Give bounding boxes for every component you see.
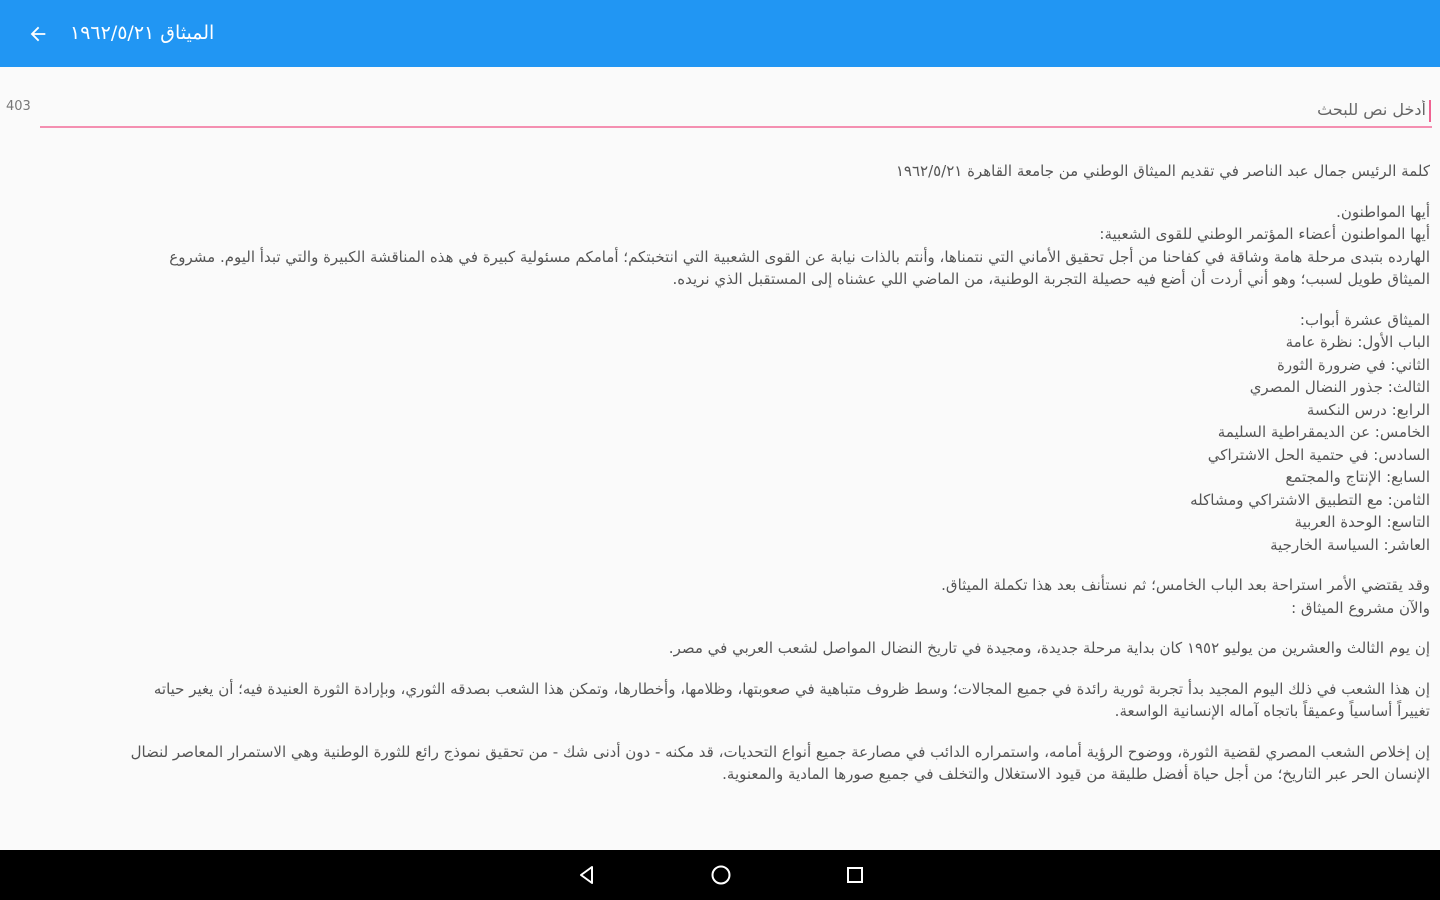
nav-back-button[interactable] bbox=[570, 858, 604, 892]
text-line: الهارده بتبدى مرحلة هامة وشاقة في كفاحنا من أجل تحقيق الأماني التي نتمناها، وأنتم بالذات نيابة عن القوى الشعبية التي انتخبتكم؛ أمامكم مسئولية كبيرة في هذه المناقشة الكبيرة والتي تبدأ اليوم. مشروع bbox=[169, 247, 1430, 266]
result-counter: 403 bbox=[6, 99, 31, 114]
text-paragraph bbox=[30, 637, 1430, 660]
text-line: العاشر: السياسة الخارجية bbox=[1270, 535, 1430, 554]
text-line: الثامن: مع التطبيق الاشتراكي ومشاكله bbox=[1190, 490, 1430, 509]
search-field[interactable] bbox=[40, 92, 1432, 130]
text-line: الإنسان الحر عبر التاريخ؛ من أجل حياة أفضل طليقة من قيود الاستغلال والتخلف في جميع صورها المادية والمعنوية. bbox=[722, 765, 1430, 783]
nav-home-button[interactable] bbox=[704, 858, 738, 892]
text-cursor bbox=[1429, 100, 1431, 122]
nav-recents-button[interactable] bbox=[838, 858, 872, 892]
text-line: والآن مشروع الميثاق : bbox=[1291, 598, 1430, 617]
app-bar bbox=[0, 0, 1440, 67]
text-line: أيها المواطنون أعضاء المؤتمر الوطني للقوى الشعبية: bbox=[1099, 225, 1430, 243]
square-recents-icon bbox=[844, 864, 866, 886]
text-paragraph bbox=[30, 201, 1430, 291]
text-paragraph bbox=[30, 309, 1430, 557]
text-line: أيها المواطنون. bbox=[1336, 202, 1430, 221]
text-line: كلمة الرئيس جمال عبد الناصر في تقديم الميثاق الوطني من جامعة القاهرة ١٩٦٢/٥/٢١ bbox=[895, 162, 1430, 180]
charter-text bbox=[30, 160, 1430, 830]
text-paragraph bbox=[30, 160, 1430, 183]
triangle-back-icon bbox=[576, 864, 598, 886]
page-title: الميثاق ١٩٦٢/٥/٢١ bbox=[70, 22, 215, 44]
text-line: إن يوم الثالث والعشرين من يوليو ١٩٥٢ كان بداية مرحلة جديدة، ومجيدة في تاريخ النضال المواصل لشعب العربي في مصر. bbox=[668, 639, 1430, 657]
text-line: تغييراً أساسياً وعميقاً باتجاه آماله الإنسانية الواسعة. bbox=[1114, 702, 1430, 720]
text-line: السادس: في حتمية الحل الاشتراكي bbox=[1207, 445, 1430, 464]
text-line: الخامس: عن الديمقراطية السليمة bbox=[1217, 423, 1430, 441]
circle-home-icon bbox=[710, 864, 732, 886]
system-nav-bar bbox=[0, 850, 1440, 900]
text-line: التاسع: الوحدة العربية bbox=[1294, 513, 1430, 531]
text-paragraph bbox=[30, 741, 1430, 786]
text-line: الثالث: جذور النضال المصري bbox=[1249, 378, 1430, 396]
text-line: إن هذا الشعب في ذلك اليوم المجيد بدأ تجربة ثورية رائدة في جميع المجالات؛ وسط ظروف متباهية في صعوبتها، وظلامها، وأخطارها، وتمكن هذا الشعب بصدقه الثوري، وبإرادة الثورة العنيدة فيه؛ أن يغير حياته bbox=[153, 679, 1430, 698]
text-line: الميثاق طويل لسبب؛ وهو أني أردت أن أضع فيه حصيلة التجربة الوطنية، من الماضي اللي عشناه إلى المستقبل الذي نريده. bbox=[672, 270, 1430, 288]
text-line: إن إخلاص الشعب المصري لقضية الثورة، ووضوح الرؤية أمامه، واستمراره الدائب في مصارعة جميع أنواع التحديات، قد مكنه - دون أدنى شك - من تحقيق نموذج رائع للثورة الوطنية وهي الاستمرار المعاصر لنضال bbox=[130, 742, 1430, 761]
back-button[interactable] bbox=[18, 14, 58, 54]
arrow-back-icon bbox=[27, 23, 49, 45]
text-paragraph bbox=[30, 678, 1430, 723]
text-line: الميثاق عشرة أبواب: bbox=[1299, 310, 1430, 329]
search-input[interactable] bbox=[40, 92, 1432, 128]
text-line: الباب الأول: نظرة عامة bbox=[1285, 333, 1430, 351]
text-line: السابع: الإنتاج والمجتمع bbox=[1285, 468, 1430, 486]
text-line: الثاني: في ضرورة الثورة bbox=[1276, 355, 1430, 374]
text-paragraph bbox=[30, 574, 1430, 619]
text-line: الرابع: درس النكسة bbox=[1306, 400, 1430, 419]
text-line: وقد يقتضي الأمر استراحة بعد الباب الخامس؛ ثم نستأنف بعد هذا تكملة الميثاق. bbox=[941, 576, 1430, 594]
